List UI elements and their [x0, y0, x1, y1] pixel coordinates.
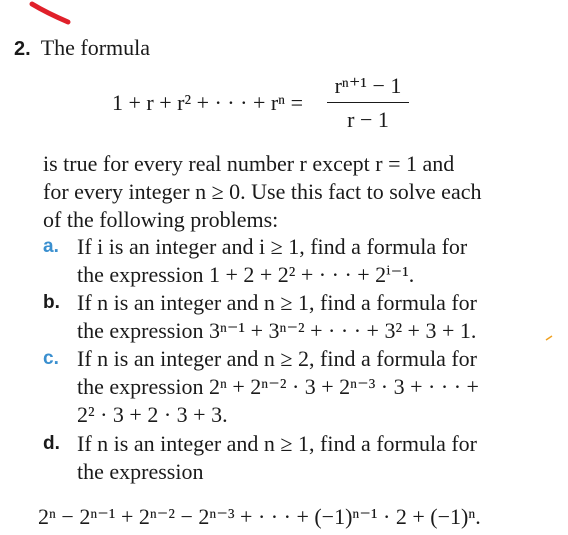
part-b-text [77, 289, 547, 345]
formula-denominator: r − 1 [347, 107, 389, 132]
red-pen-mark [28, 0, 88, 26]
part-a-text [77, 233, 547, 289]
fraction-bar [327, 102, 409, 103]
part-line: If n is an integer and n ≥ 1, find a formula for [77, 290, 478, 315]
problem-number: 2. [14, 38, 31, 60]
part-a-label: a. [43, 236, 59, 257]
formula-lhs: 1 + r + r² + · · · + rⁿ = [112, 90, 304, 115]
part-d-label: d. [43, 433, 60, 454]
problem-body [43, 150, 543, 234]
part-b-label: b. [43, 292, 60, 313]
part-d-text [77, 430, 547, 486]
body-line: is true for every real number r except r = 1 and [43, 151, 455, 176]
part-line: the expression 2ⁿ + 2ⁿ⁻² · 3 + 2ⁿ⁻³ · 3 + · · · + [77, 374, 479, 399]
part-c-label: c. [43, 348, 59, 369]
part-line: If n is an integer and n ≥ 1, find a formula for [77, 431, 478, 456]
part-line: If n is an integer and n ≥ 2, find a formula for [77, 346, 478, 371]
formula-fraction [327, 70, 409, 135]
stray-mark [544, 334, 554, 342]
problem-intro: The formula [40, 35, 151, 60]
part-d-expression: 2ⁿ − 2ⁿ⁻¹ + 2ⁿ⁻² − 2ⁿ⁻³ + · · · + (−1)ⁿ⁻¹ · 2 + (−1)ⁿ. [38, 504, 481, 529]
part-c-text [77, 345, 547, 429]
body-line: of the following problems: [43, 207, 279, 232]
formula-numerator: rⁿ⁺¹ − 1 [334, 73, 402, 98]
part-line: 2² · 3 + 2 · 3 + 3. [77, 402, 228, 427]
problem-header [14, 34, 150, 63]
body-line: for every integer n ≥ 0. Use this fact to solve each [43, 179, 482, 204]
part-line: the expression 3ⁿ⁻¹ + 3ⁿ⁻² + · · · + 3² + 3 + 1. [77, 318, 477, 343]
part-line: the expression 1 + 2 + 2² + · · · + 2ⁱ⁻¹. [77, 262, 415, 287]
geometric-series-formula [112, 70, 422, 140]
part-line: If i is an integer and i ≥ 1, find a formula for [77, 234, 468, 259]
part-line: the expression [77, 459, 204, 484]
